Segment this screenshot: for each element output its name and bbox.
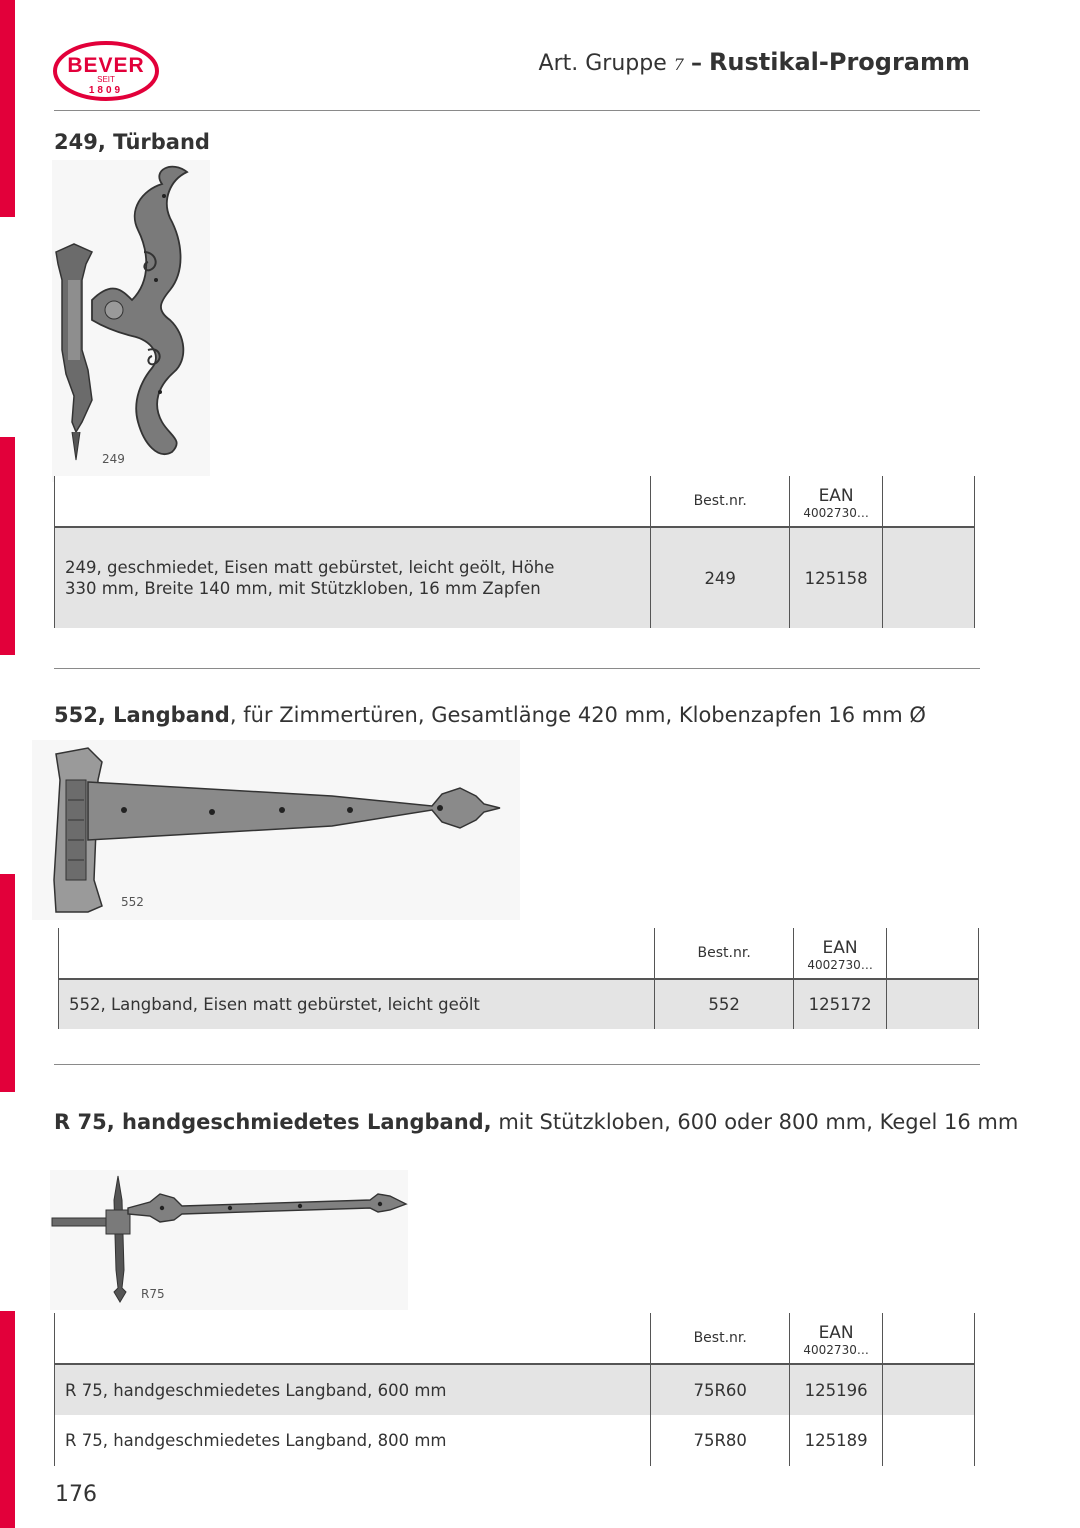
ean-prefix: 4002730… — [803, 1343, 869, 1357]
header-best-nr: Best.nr. — [651, 476, 790, 527]
table-row — [55, 1364, 975, 1415]
image-label-552: 552 — [121, 895, 144, 909]
row-empty-cell — [887, 979, 979, 1029]
program-name: Rustikal-Programm — [708, 48, 970, 76]
section-2-title — [54, 703, 926, 727]
row-description: 552, Langband, Eisen matt gebürstet, leicht geölt — [59, 979, 655, 1029]
row-empty-cell — [883, 527, 975, 628]
ean-label: EAN — [818, 486, 854, 506]
table-header-row — [55, 476, 975, 527]
table-row — [59, 979, 979, 1029]
ean-label: EAN — [822, 938, 858, 958]
header-best-nr: Best.nr. — [655, 928, 794, 979]
section-2-title-rest: , für Zimmertüren, Gesamtlänge 420 mm, Klobenzapfen 16 mm Ø — [229, 703, 926, 727]
header-dash: – — [690, 51, 702, 76]
product-table-249 — [54, 476, 975, 628]
row-best-nr: 75R60 — [651, 1364, 790, 1415]
side-tab-4 — [0, 1311, 15, 1528]
ean-prefix: 4002730… — [803, 506, 869, 520]
side-tab-2 — [0, 437, 15, 655]
section-rule-1 — [54, 668, 980, 669]
table-header-row — [59, 928, 979, 979]
bever-logo — [52, 40, 160, 102]
row-ean: 125172 — [794, 979, 887, 1029]
svg-text:BEVER: BEVER — [67, 54, 145, 77]
product-table-r75 — [54, 1313, 975, 1466]
section-1-title-bold: 249, Türband — [54, 130, 210, 154]
row-description: R 75, handgeschmiedetes Langband, 800 mm — [55, 1415, 651, 1466]
header-rule — [54, 110, 980, 111]
header-best-nr: Best.nr. — [651, 1313, 790, 1364]
page-number: 176 — [55, 1482, 97, 1507]
row-empty-cell — [883, 1415, 975, 1466]
header-title — [539, 48, 970, 76]
row-best-nr: 552 — [655, 979, 794, 1029]
svg-text:SEIT: SEIT — [97, 75, 115, 84]
svg-text:1809: 1809 — [88, 85, 124, 96]
row-best-nr: 75R80 — [651, 1415, 790, 1466]
header-cell-desc — [55, 476, 651, 527]
header-cell-desc — [59, 928, 655, 979]
table-row — [55, 527, 975, 628]
header-cell-empty — [883, 1313, 975, 1364]
row-ean: 125189 — [790, 1415, 883, 1466]
header-ean — [794, 928, 887, 979]
side-tab-1 — [0, 0, 15, 217]
header-cell-empty — [887, 928, 979, 979]
table-row — [55, 1415, 975, 1466]
side-tab-3 — [0, 874, 15, 1092]
section-1-title — [54, 130, 210, 154]
row-description: 249, geschmiedet, Eisen matt gebürstet, leicht geölt, Höhe 330 mm, Breite 140 mm, mit Stützkloben, 16 mm Zapfen — [55, 527, 651, 628]
row-empty-cell — [883, 1364, 975, 1415]
section-3-title-bold: R 75, handgeschmiedetes Langband, — [54, 1110, 492, 1134]
ean-label: EAN — [818, 1323, 854, 1343]
group-label: Art. Gruppe — [538, 51, 667, 76]
image-label-r75: R75 — [141, 1287, 165, 1301]
section-rule-2 — [54, 1064, 980, 1065]
row-ean: 125196 — [790, 1364, 883, 1415]
row-ean: 125158 — [790, 527, 883, 628]
header-ean — [790, 476, 883, 527]
header-cell-desc — [55, 1313, 651, 1364]
hinge-249-image — [52, 160, 210, 482]
table-header-row — [55, 1313, 975, 1364]
langband-552-image — [32, 740, 520, 920]
langband-r75-image — [50, 1170, 408, 1310]
header-ean — [790, 1313, 883, 1364]
group-number: 7 — [673, 55, 684, 74]
image-label-249: 249 — [102, 452, 125, 466]
row-description: R 75, handgeschmiedetes Langband, 600 mm — [55, 1364, 651, 1415]
product-table-552 — [58, 928, 979, 1029]
section-3-title-rest: mit Stützkloben, 600 oder 800 mm, Kegel 16 mm — [491, 1110, 1019, 1134]
ean-prefix: 4002730… — [807, 958, 873, 972]
section-2-title-bold: 552, Langband — [54, 703, 230, 727]
header-cell-empty — [883, 476, 975, 527]
section-3-title — [54, 1110, 1018, 1134]
row-best-nr: 249 — [651, 527, 790, 628]
